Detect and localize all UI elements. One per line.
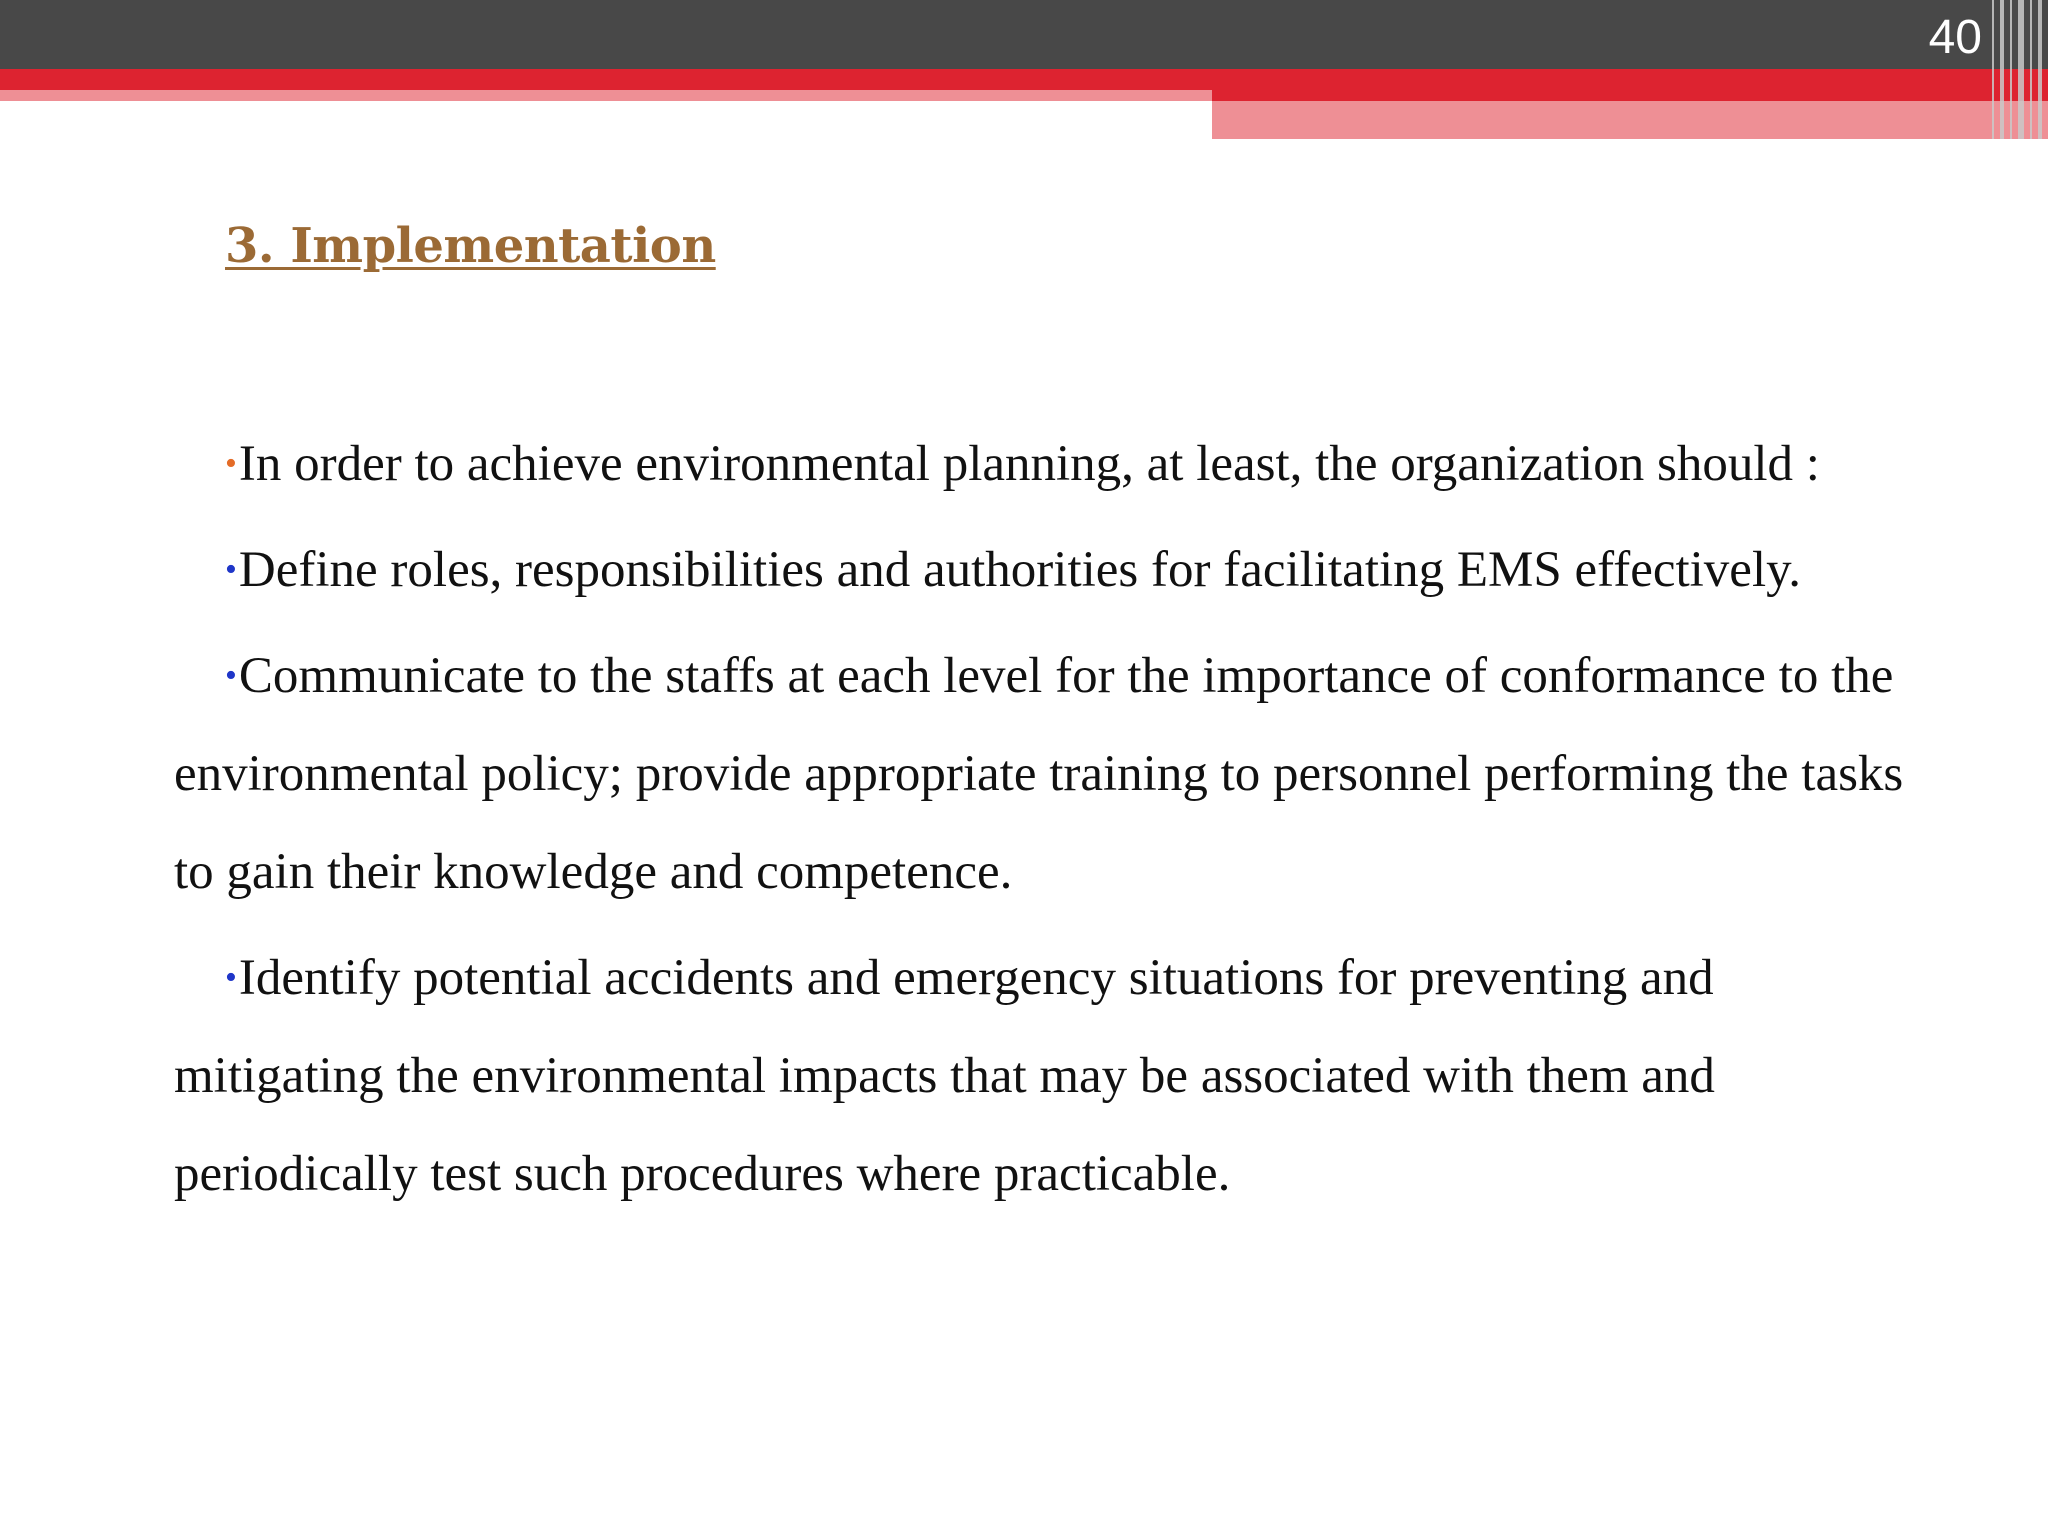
bullet-item	[174, 929, 1934, 1223]
bullet-item	[174, 415, 1934, 513]
bullet-dot-icon: •	[225, 445, 237, 482]
bullet-dot-icon: •	[225, 657, 237, 694]
slide-heading: 3. Implementation	[225, 218, 716, 274]
bullet-item	[174, 627, 1934, 921]
bullet-text: In order to achieve environmental planning, at least, the organization should :	[238, 436, 1820, 492]
header-dark-bar	[0, 0, 2048, 69]
bullet-dot-icon: •	[225, 959, 237, 996]
header-pink-block	[1212, 101, 2048, 139]
header-pink-strip	[0, 90, 1212, 101]
bullet-item	[174, 521, 1934, 619]
header-edge-lines	[1986, 0, 2048, 139]
bullet-list	[174, 415, 1934, 1231]
bullet-text: Communicate to the staffs at each level for the importance of conformance to the environmental policy; provide appropriate training to personnel performing the tasks to gain their knowledge and competence.	[174, 648, 1904, 900]
bullet-text: Identify potential accidents and emergency situations for preventing and mitigating the environmental impacts that may be associated with them and periodically test such procedures where practicable.	[174, 950, 1715, 1202]
bullet-text: Define roles, responsibilities and authorities for facilitating EMS effectively.	[238, 542, 1802, 598]
bullet-dot-icon: •	[225, 551, 237, 588]
page-number: 40	[1928, 11, 1982, 64]
